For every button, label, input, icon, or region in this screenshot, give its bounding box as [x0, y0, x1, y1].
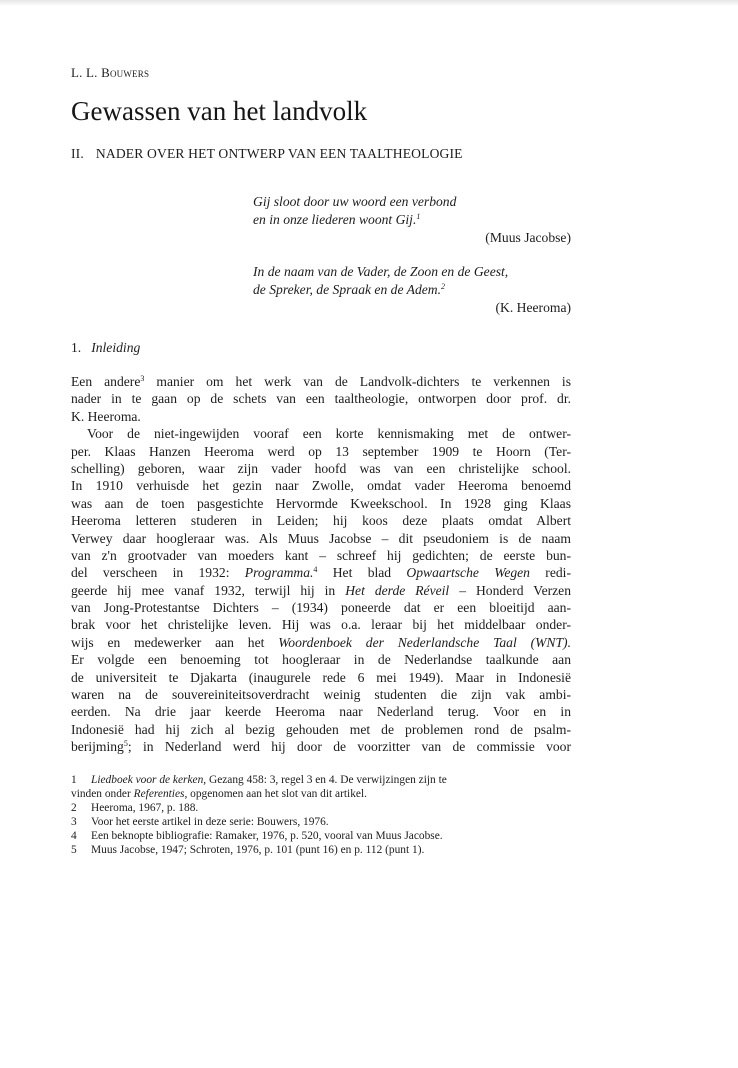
footnote-4: 4 Een beknopte bibliografie: Ramaker, 1976, p. 520, vooral van Muus Jacobse.	[71, 829, 443, 842]
subtitle-number: II.	[71, 146, 84, 161]
motto-source: (Muus Jacobse)	[485, 230, 571, 245]
footnote-3: 3 Voor het eerste artikel in deze serie: Bouwers, 1976.	[71, 815, 329, 828]
text-line: wijs en medewerker aan het Woordenboek der Nederlandsche Taal (WNT).	[71, 634, 571, 650]
motto-line: en in onze liederen woont Gij.$^1$	[253, 212, 421, 227]
footnote-1: 1 Liedboek voor de kerken, Gezang 458: 3, regel 3 en 4. De verwijzingen zijn te	[71, 773, 447, 786]
author-initials: L. L.	[71, 65, 98, 80]
motto-source: (K. Heeroma)	[495, 300, 571, 315]
footnote-ref[interactable]: 3	[140, 374, 145, 383]
motto-1	[253, 193, 571, 247]
article-subtitle	[71, 145, 571, 163]
text-line: Een andere$^3$ manier om het werk van de Landvolk-dichters te verkennen is	[71, 374, 571, 389]
text-line: geerde hij mee vanaf 1932, terwijl hij in Het derde Réveil – Honderd Verzen	[71, 582, 571, 598]
footnote-5: 5 Muus Jacobse, 1947; Schroten, 1976, p. 101 (punt 16) en p. 112 (punt 1).	[71, 843, 425, 856]
text-line: per. Klaas Hanzen Heeroma werd op 13 september 1909 te Hoorn (Ter-	[71, 443, 571, 459]
article	[71, 64, 571, 857]
subtitle-text: NADER OVER HET ONTWERP VAN EEN TAALTHEOLOGIE	[95, 146, 463, 161]
text-line: nader in te gaan op de schets van een taaltheologie, ontworpen door prof. dr.	[71, 391, 571, 407]
footnote-ref[interactable]: 4	[313, 565, 318, 575]
text-line: Er volgde een benoeming tot hoogleraar in de Nederlandse taalkunde aan	[71, 652, 571, 668]
motto-2	[253, 263, 571, 317]
paragraph-1	[71, 373, 571, 425]
footnote-2: 2 Heeroma, 1967, p. 188.	[71, 801, 199, 814]
text-line: van z'n grootvader van moeders kant – schreef hij gedichten; de eerste bun-	[71, 547, 571, 563]
scan-edge-shadow	[0, 0, 738, 6]
footnote-ref[interactable]: 1	[416, 212, 421, 221]
text-line: brak voor het christelijke leven. Hij was o.a. leraar bij het middelbaar onder-	[71, 617, 571, 633]
section-title: Inleiding	[91, 340, 141, 355]
article-title: Gewassen van het landvolk	[71, 96, 368, 126]
text-line: Indonesië had hij zich al bezig gehouden met de problemen rond de psalm-	[71, 721, 571, 737]
footnotes	[71, 773, 571, 857]
body-text	[71, 373, 571, 756]
text-line: Verwey daar hoogleraar was. Als Muus Jacobse – dit pseudoniem is de naam	[71, 530, 571, 546]
text-line: de universiteit te Djakarta (inaugurele rede 6 mei 1949). Maar in Indonesië	[71, 669, 571, 685]
footnote-ref[interactable]: 5	[123, 739, 128, 749]
footnote-1-continued: vinden onder Referenties, opgenomen aan het slot van dit artikel.	[71, 787, 367, 800]
text-line: eerden. Na drie jaar keerde Heeroma naar Nederland terug. Voor en in	[71, 704, 571, 720]
author-surname: Bouwers	[101, 65, 150, 80]
text-line: K. Heeroma.	[71, 408, 141, 424]
motto-line: Gij sloot door uw woord een verbond	[253, 194, 457, 209]
section-heading	[71, 339, 571, 357]
text-line: Voor de niet-ingewijden vooraf een korte kennismaking met de ontwer-	[87, 426, 571, 442]
text-line: berijming$^5$; in Nederland werd hij door de voorzitter van de commissie voor	[71, 739, 571, 755]
author-line	[71, 64, 571, 82]
text-line: van Jong-Protestantse Dichters – (1934) poneerde dat er een bloeitijd aan-	[71, 600, 571, 616]
motto-line: de Spreker, de Spraak en de Adem.$^2$	[253, 282, 445, 297]
text-line: was aan de toen pasgestichte Hervormde Kweekschool. In 1928 ging Klaas	[71, 495, 571, 511]
text-line: In 1910 verhuisde het gezin naar Zwolle, omdat vader Heeroma benoemd	[71, 478, 571, 494]
footnote-ref[interactable]: 2	[441, 282, 445, 291]
text-line: Heeroma letteren studeren in Leiden; hij koos deze plaats omdat Albert	[71, 513, 571, 529]
text-line: schelling) geboren, waar zijn vader hoofd was van een christelijke school.	[71, 460, 571, 476]
paragraph-2	[71, 425, 571, 755]
section-number: 1.	[71, 340, 82, 355]
motto-line: In de naam van de Vader, de Zoon en de Geest,	[253, 264, 509, 279]
text-line: del verscheen in 1932: Programma.$^4$ Het blad Opwaartsche Wegen redi-	[71, 565, 571, 581]
text-line: waren na de souvereiniteitsoverdracht weinig studenten die zijn vak ambi-	[71, 687, 571, 703]
